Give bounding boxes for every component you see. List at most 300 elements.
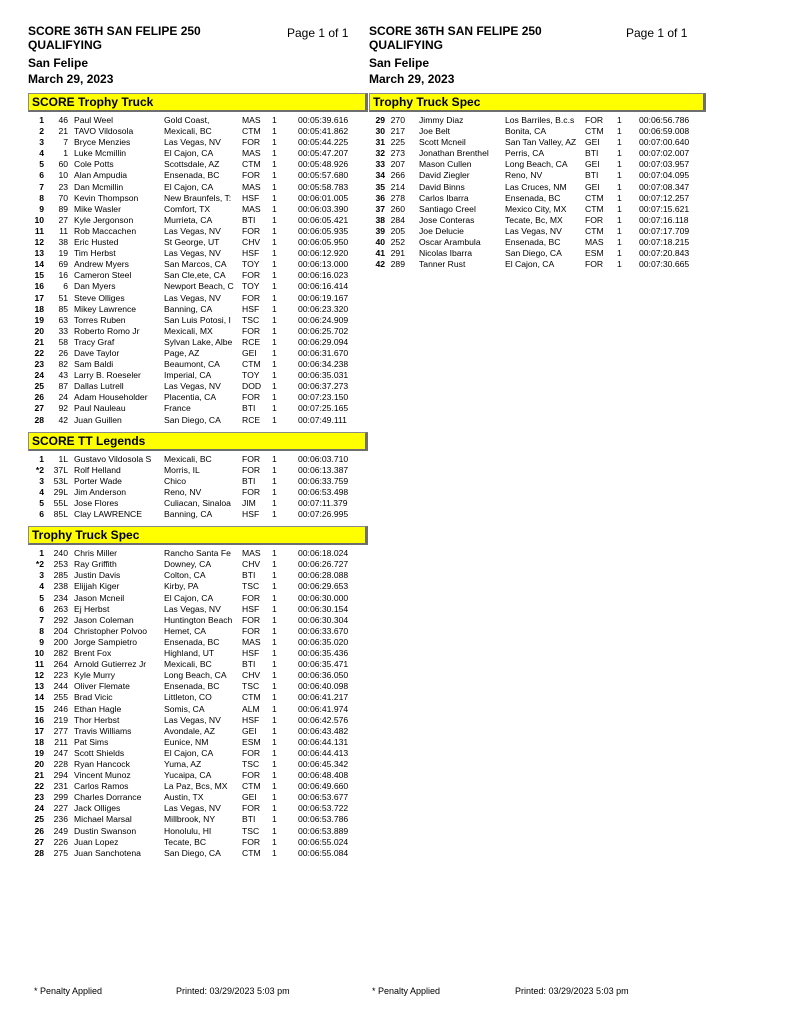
page-number: Page 1 of 1 xyxy=(626,26,688,40)
cell-num: 1 xyxy=(63,148,68,159)
cell-cls: CHV xyxy=(242,559,261,570)
cell-time: 00:06:40.098 xyxy=(298,681,349,692)
cell-city: Los Barriles, B.c.s xyxy=(505,115,575,125)
cell-time: 00:07:08.347 xyxy=(639,181,690,192)
cell-name: Sam Baldi xyxy=(74,359,114,370)
cell-name: Steve Olliges xyxy=(74,292,125,303)
cell-name: Eric Husted xyxy=(74,237,119,248)
cell-num: 16 xyxy=(58,270,68,281)
cell-cls: TSC xyxy=(242,758,260,769)
cell-cls: MAS xyxy=(242,181,261,192)
cell-pos: 8 xyxy=(39,192,44,203)
cell-num: 85L xyxy=(53,509,68,520)
cell-pos: 28 xyxy=(34,414,44,425)
cell-city: La Paz, Bcs, MX xyxy=(164,781,228,792)
cell-num: 19 xyxy=(58,248,68,259)
result-row xyxy=(28,626,368,637)
cell-name: Thor Herbst xyxy=(74,714,120,725)
result-row xyxy=(28,204,368,215)
cell-num: 26 xyxy=(58,347,68,358)
result-row xyxy=(28,159,368,170)
cell-city: Tecate, Bc, MX xyxy=(505,214,563,225)
result-row xyxy=(28,315,368,326)
cell-time: 00:06:44.413 xyxy=(298,747,349,758)
cell-time: 00:07:18.215 xyxy=(639,237,690,248)
cell-laps: 1 xyxy=(272,270,277,281)
cell-time: 00:06:31.670 xyxy=(298,347,349,358)
cell-pos: 5 xyxy=(39,498,44,508)
cell-pos: *2 xyxy=(35,464,44,475)
cell-cls: FOR xyxy=(242,592,261,603)
cell-name: Jimmy Diaz xyxy=(419,115,464,125)
cell-laps: 1 xyxy=(272,559,277,570)
cell-time: 00:06:59.008 xyxy=(639,126,690,137)
cell-cls: CTM xyxy=(585,225,604,236)
result-row xyxy=(369,237,709,248)
cell-cls: BTI xyxy=(242,475,256,486)
cell-pos: 18 xyxy=(34,736,44,747)
cell-num: 284 xyxy=(390,214,405,225)
cell-laps: 1 xyxy=(617,248,622,259)
cell-laps: 1 xyxy=(272,159,277,170)
cell-laps: 1 xyxy=(272,303,277,314)
cell-city: San Tan Valley, AZ xyxy=(505,137,577,148)
cell-num: 223 xyxy=(53,670,68,681)
cell-num: 89 xyxy=(58,203,68,214)
cell-laps: 1 xyxy=(272,803,277,814)
result-row xyxy=(28,270,368,281)
cell-name: Elijjah Kiger xyxy=(74,581,120,592)
result-row xyxy=(369,148,709,159)
cell-laps: 1 xyxy=(617,159,622,170)
cell-name: Jonathan Brenthel xyxy=(419,148,489,159)
cell-num: 37L xyxy=(53,464,68,475)
cell-cls: FOR xyxy=(242,747,261,758)
cell-pos: 35 xyxy=(375,181,385,192)
cell-pos: 11 xyxy=(34,659,44,670)
cell-time: 00:07:25.165 xyxy=(298,403,349,414)
cell-city: Morris, IL xyxy=(164,464,200,475)
result-row xyxy=(28,237,368,248)
result-row xyxy=(28,487,368,498)
cell-laps: 1 xyxy=(272,325,277,336)
cell-laps: 1 xyxy=(272,381,277,392)
cell-name: Justin Davis xyxy=(74,570,121,581)
result-row xyxy=(369,126,709,137)
cell-num: 46 xyxy=(58,115,68,125)
cell-pos: 12 xyxy=(34,237,44,248)
cell-pos: 9 xyxy=(39,636,44,647)
cell-pos: 34 xyxy=(375,170,385,181)
cell-city: Comfort, TX xyxy=(164,203,211,214)
result-row xyxy=(28,759,368,770)
cell-laps: 1 xyxy=(272,725,277,736)
cell-name: Carlos Ibarra xyxy=(419,192,469,203)
cell-time: 00:05:47.207 xyxy=(298,148,349,159)
cell-pos: 18 xyxy=(34,303,44,314)
cell-cls: MAS xyxy=(585,237,604,248)
cell-name: Tracy Graf xyxy=(74,336,115,347)
cell-city: Highland, UT xyxy=(164,648,215,659)
cell-laps: 1 xyxy=(272,126,277,137)
cell-city: Mexicali, BC xyxy=(164,453,212,464)
cell-time: 00:07:17.709 xyxy=(639,225,690,236)
cell-num: 214 xyxy=(390,181,405,192)
cell-time: 00:06:16.023 xyxy=(298,270,349,281)
cell-city: El Cajon, CA xyxy=(164,592,214,603)
result-row xyxy=(28,615,368,626)
cell-cls: GEI xyxy=(242,792,257,803)
cell-laps: 1 xyxy=(272,214,277,225)
page-title: SCORE 36TH SAN FELIPE 250 QUALIFYING xyxy=(369,24,542,52)
cell-name: Jack Olliges xyxy=(74,803,121,814)
cell-laps: 1 xyxy=(272,614,277,625)
cell-pos: 5 xyxy=(39,159,44,170)
cell-city: Ensenada, BC xyxy=(164,681,220,692)
cell-city: Beaumont, CA xyxy=(164,359,220,370)
cell-pos: 5 xyxy=(39,592,44,603)
result-row xyxy=(28,704,368,715)
cell-time: 00:06:01.005 xyxy=(298,192,349,203)
cell-name: Andrew Myers xyxy=(74,259,129,270)
cell-time: 00:05:39.616 xyxy=(298,115,349,125)
cell-name: Dan Myers xyxy=(74,281,116,292)
cell-num: 299 xyxy=(53,792,68,803)
cell-cls: GEI xyxy=(585,181,600,192)
cell-name: Paul Nauleau xyxy=(74,403,126,414)
cell-pos: 7 xyxy=(39,181,44,192)
cell-pos: 16 xyxy=(34,281,44,292)
cell-pos: 27 xyxy=(34,403,44,414)
cell-cls: FOR xyxy=(242,614,261,625)
cell-name: David Binns xyxy=(419,181,465,192)
cell-city: Las Vegas, NV xyxy=(164,603,221,614)
cell-cls: HSF xyxy=(242,303,260,314)
cell-laps: 1 xyxy=(617,203,622,214)
cell-time: 00:07:30.665 xyxy=(639,259,690,270)
page-title: SCORE 36TH SAN FELIPE 250 QUALIFYING xyxy=(28,24,201,52)
cell-laps: 1 xyxy=(272,736,277,747)
result-row xyxy=(369,137,709,148)
cell-pos: 28 xyxy=(34,847,44,858)
cell-pos: 19 xyxy=(34,747,44,758)
cell-num: 200 xyxy=(53,636,68,647)
cell-time: 00:06:25.702 xyxy=(298,325,349,336)
cell-city: Long Beach, CA xyxy=(505,159,568,170)
cell-num: 63 xyxy=(58,314,68,325)
cell-num: 291 xyxy=(390,248,405,259)
cell-num: 69 xyxy=(58,259,68,270)
cell-city: Las Vegas, NV xyxy=(164,137,221,148)
section-header: Trophy Truck Spec xyxy=(369,93,706,112)
cell-laps: 1 xyxy=(272,714,277,725)
cell-pos: 4 xyxy=(39,486,44,497)
cell-pos: 4 xyxy=(39,148,44,159)
cell-city: Sylvan Lake, Albe xyxy=(164,336,233,347)
cell-num: 42 xyxy=(58,414,68,425)
cell-time: 00:07:16.118 xyxy=(639,214,689,225)
cell-laps: 1 xyxy=(272,170,277,181)
results-sections xyxy=(369,93,709,270)
cell-city: Banning, CA xyxy=(164,509,213,520)
cell-pos: 31 xyxy=(375,137,385,148)
cell-time: 00:05:44.225 xyxy=(298,137,349,148)
event-date: March 29, 2023 xyxy=(369,72,455,86)
cell-pos: 20 xyxy=(34,758,44,769)
cell-city: Mexicali, MX xyxy=(164,325,213,336)
cell-laps: 1 xyxy=(272,292,277,303)
cell-cls: GEI xyxy=(242,725,257,736)
cell-time: 00:06:35.471 xyxy=(298,659,349,670)
cell-pos: 41 xyxy=(375,248,385,259)
cell-time: 00:07:15.621 xyxy=(639,203,690,214)
cell-city: Ensenada, BC xyxy=(505,237,561,248)
result-row xyxy=(28,715,368,726)
cell-name: Christopher Polvoo xyxy=(74,625,148,636)
cell-pos: 32 xyxy=(375,148,385,159)
cell-city: Ensenada, BC xyxy=(505,192,561,203)
cell-num: 33 xyxy=(58,325,68,336)
cell-city: Ensenada, BC xyxy=(164,636,220,647)
result-row xyxy=(369,226,709,237)
cell-city: Newport Beach, C xyxy=(164,281,234,292)
cell-city: Reno, NV xyxy=(164,486,202,497)
cell-num: 263 xyxy=(53,603,68,614)
result-row xyxy=(369,248,709,259)
cell-time: 00:06:33.670 xyxy=(298,625,349,636)
cell-name: Dustin Swanson xyxy=(74,825,137,836)
cell-laps: 1 xyxy=(272,314,277,325)
cell-laps: 1 xyxy=(272,475,277,486)
cell-pos: 22 xyxy=(34,347,44,358)
cell-laps: 1 xyxy=(272,781,277,792)
cell-time: 00:07:03.957 xyxy=(639,159,690,170)
cell-laps: 1 xyxy=(272,692,277,703)
cell-num: 292 xyxy=(53,614,68,625)
cell-num: 231 xyxy=(53,781,68,792)
cell-time: 00:06:36.050 xyxy=(298,670,349,681)
cell-laps: 1 xyxy=(272,281,277,292)
cell-cls: FOR xyxy=(242,325,261,336)
cell-num: 236 xyxy=(53,814,68,825)
cell-num: 21 xyxy=(58,126,68,137)
cell-laps: 1 xyxy=(272,370,277,381)
cell-pos: 17 xyxy=(34,725,44,736)
result-row xyxy=(28,359,368,370)
cell-name: Mikey Lawrence xyxy=(74,303,137,314)
cell-num: 82 xyxy=(58,359,68,370)
cell-pos: 23 xyxy=(34,792,44,803)
cell-pos: 9 xyxy=(39,203,44,214)
cell-city: Bonita, CA xyxy=(505,126,547,137)
cell-pos: 39 xyxy=(375,225,385,236)
result-row xyxy=(28,770,368,781)
cell-time: 00:06:41.217 xyxy=(298,692,349,703)
cell-num: 24 xyxy=(58,392,68,403)
cell-pos: 11 xyxy=(34,225,44,236)
cell-city: Yuma, AZ xyxy=(164,758,202,769)
cell-name: Scott Shields xyxy=(74,747,125,758)
cell-city: Mexico City, MX xyxy=(505,203,567,214)
cell-city: Las Vegas, NV xyxy=(164,248,221,259)
cell-num: 60 xyxy=(58,159,68,170)
cell-num: 27 xyxy=(58,214,68,225)
cell-cls: FOR xyxy=(585,214,604,225)
cell-name: Charles Dorrance xyxy=(74,792,142,803)
cell-cls: MAS xyxy=(242,115,261,125)
cell-name: Santiago Creel xyxy=(419,203,476,214)
cell-laps: 1 xyxy=(617,126,622,137)
cell-laps: 1 xyxy=(272,137,277,148)
cell-cls: BTI xyxy=(242,403,256,414)
cell-name: Kyle Jergonson xyxy=(74,214,134,225)
cell-laps: 1 xyxy=(272,814,277,825)
cell-time: 00:06:24.909 xyxy=(298,314,349,325)
cell-time: 00:06:35.031 xyxy=(298,370,349,381)
result-row xyxy=(28,726,368,737)
cell-name: Clay LAWRENCE xyxy=(74,509,142,520)
cell-pos: 42 xyxy=(375,259,385,270)
cell-laps: 1 xyxy=(272,825,277,836)
cell-time: 00:06:53.889 xyxy=(298,825,349,836)
cell-time: 00:06:55.084 xyxy=(298,847,349,858)
cell-cls: FOR xyxy=(242,486,261,497)
cell-laps: 1 xyxy=(272,115,277,125)
result-row xyxy=(28,281,368,292)
cell-pos: 14 xyxy=(34,259,44,270)
cell-time: 00:06:30.154 xyxy=(298,603,349,614)
cell-num: 285 xyxy=(53,570,68,581)
cell-city: Las Vegas, NV xyxy=(505,225,562,236)
cell-city: Page, AZ xyxy=(164,347,200,358)
cell-city: Yucaipa, CA xyxy=(164,770,212,781)
cell-name: Gustavo Vildosola S xyxy=(74,453,152,464)
cell-city: Tecate, BC xyxy=(164,836,207,847)
cell-time: 00:06:03.710 xyxy=(298,453,349,464)
cell-cls: ESM xyxy=(585,248,604,259)
cell-cls: FOR xyxy=(242,836,261,847)
cell-time: 00:06:16.414 xyxy=(298,281,349,292)
cell-city: Avondale, AZ xyxy=(164,725,215,736)
cell-name: TAVO Vildosola xyxy=(74,126,134,137)
cell-name: Vincent Munoz xyxy=(74,770,131,781)
cell-city: El Cajon, CA xyxy=(164,181,214,192)
cell-city: Scottsdale, AZ xyxy=(164,159,220,170)
cell-cls: CTM xyxy=(242,692,261,703)
cell-cls: BTI xyxy=(242,214,256,225)
cell-cls: BTI xyxy=(242,814,256,825)
cell-laps: 1 xyxy=(272,181,277,192)
cell-name: Brad Vicic xyxy=(74,692,113,703)
cell-pos: 3 xyxy=(39,570,44,581)
cell-name: Kevin Thompson xyxy=(74,192,139,203)
cell-laps: 1 xyxy=(272,225,277,236)
cell-time: 00:06:28.088 xyxy=(298,570,349,581)
cell-name: Arnold Gutierrez Jr xyxy=(74,659,147,670)
cell-cls: TSC xyxy=(242,681,260,692)
cell-city: Hemet, CA xyxy=(164,625,207,636)
cell-time: 00:07:49.111 xyxy=(298,414,347,425)
cell-city: Millbrook, NY xyxy=(164,814,216,825)
cell-cls: FOR xyxy=(242,270,261,281)
cell-city: Long Beach, CA xyxy=(164,670,227,681)
cell-name: Juan Lopez xyxy=(74,836,119,847)
cell-pos: 40 xyxy=(375,237,385,248)
cell-cls: BTI xyxy=(585,148,599,159)
cell-name: Tanner Rust xyxy=(419,259,466,270)
cell-num: 211 xyxy=(54,736,68,747)
cell-name: Mason Cullen xyxy=(419,159,472,170)
section-header: Trophy Truck Spec xyxy=(28,526,368,545)
cell-cls: FOR xyxy=(242,225,261,236)
cell-pos: 14 xyxy=(34,692,44,703)
cell-num: 253 xyxy=(53,559,68,570)
cell-cls: FOR xyxy=(242,392,261,403)
cell-cls: TSC xyxy=(242,581,260,592)
cell-laps: 1 xyxy=(272,636,277,647)
cell-cls: HSF xyxy=(242,603,260,614)
result-row xyxy=(28,548,368,559)
cell-laps: 1 xyxy=(272,758,277,769)
result-row xyxy=(28,681,368,692)
cell-time: 00:06:53.722 xyxy=(298,803,349,814)
cell-laps: 1 xyxy=(272,192,277,203)
cell-laps: 1 xyxy=(617,214,622,225)
cell-pos: 15 xyxy=(34,703,44,714)
cell-time: 00:06:23.320 xyxy=(298,303,349,314)
cell-num: 255 xyxy=(53,692,68,703)
result-row xyxy=(369,115,709,126)
cell-time: 00:07:00.640 xyxy=(639,137,690,148)
cell-cls: MAS xyxy=(242,548,261,559)
result-row xyxy=(28,837,368,848)
cell-laps: 1 xyxy=(272,509,277,520)
cell-name: Cole Potts xyxy=(74,159,114,170)
cell-name: Jose Conteras xyxy=(419,214,475,225)
cell-laps: 1 xyxy=(272,498,277,508)
result-row xyxy=(28,148,368,159)
cell-laps: 1 xyxy=(272,203,277,214)
cell-cls: CTM xyxy=(242,359,261,370)
cell-cls: FOR xyxy=(242,464,261,475)
cell-city: Mexicali, BC xyxy=(164,126,212,137)
cell-cls: FOR xyxy=(242,453,261,464)
cell-time: 00:06:34.238 xyxy=(298,359,349,370)
penalty-note: * Penalty Applied xyxy=(34,986,103,996)
printed-timestamp: Printed: 03/29/2023 5:03 pm xyxy=(176,986,290,996)
cell-name: Cameron Steel xyxy=(74,270,132,281)
cell-name: Kyle Murry xyxy=(74,670,116,681)
cell-name: Ray Griffith xyxy=(74,559,117,570)
cell-cls: FOR xyxy=(585,259,604,270)
cell-pos: 25 xyxy=(34,381,44,392)
cell-city: Reno, NV xyxy=(505,170,543,181)
cell-num: 205 xyxy=(390,225,405,236)
result-row xyxy=(28,826,368,837)
cell-num: 92 xyxy=(58,403,68,414)
cell-laps: 1 xyxy=(272,414,277,425)
cell-time: 00:06:35.436 xyxy=(298,648,349,659)
cell-time: 00:07:20.843 xyxy=(639,248,690,259)
cell-name: Jorge Sampietro xyxy=(74,636,138,647)
cell-city: Honolulu, HI xyxy=(164,825,212,836)
cell-laps: 1 xyxy=(617,192,622,203)
cell-name: Jim Anderson xyxy=(74,486,127,497)
cell-pos: 12 xyxy=(34,670,44,681)
cell-pos: 8 xyxy=(39,625,44,636)
cell-pos: 19 xyxy=(34,314,44,325)
cell-laps: 1 xyxy=(272,847,277,858)
